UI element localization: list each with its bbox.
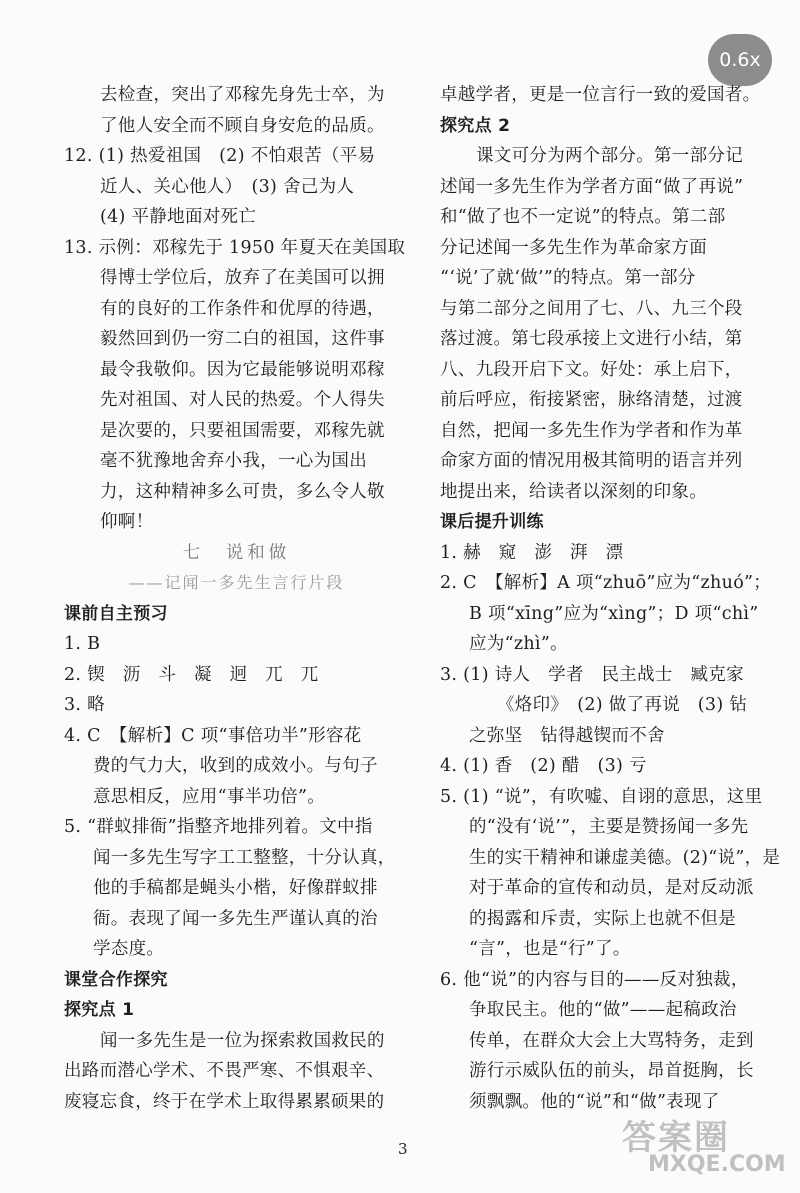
text-line: 闻一多先生是一位为探索救国救民的 xyxy=(100,1030,385,1051)
text-line: 应为“zhì”。 xyxy=(469,634,568,654)
text-line: 课文可分为两个部分。第一部分记 xyxy=(476,146,743,166)
text-line: 前后呼应，衔接紧密，脉络清楚，过渡 xyxy=(440,390,743,410)
text-line: 落过渡。第七段承接上文进行小结，第 xyxy=(440,329,743,349)
text-line: 卓越学者，更是一位言行一致的爱国者。 xyxy=(440,85,761,105)
text-line: 《烙印》 (2) 做了再说 (3) 钻 xyxy=(497,695,748,715)
text-line: 6. 他“说”的内容与目的——反对独裁， xyxy=(440,969,749,990)
text-line: 3. 略 xyxy=(64,695,105,715)
text-line: 费的气力大，收到的成效小。与句子 xyxy=(93,756,378,776)
text-line: 意思相反，应用“事半功倍”。 xyxy=(93,786,326,807)
text-line: 了他人安全而不顾自身安危的品质。 xyxy=(100,115,385,136)
text-line: 是次要的，只要祖国需要，邓稼先就 xyxy=(100,420,385,441)
section-heading: 课前自主预习 xyxy=(64,603,168,624)
text-line: 4. C 【解析】C 项“事倍功半”形容花 xyxy=(64,725,362,746)
page-number: 3 xyxy=(398,1140,408,1158)
text-line: 去检查，突出了邓稼先身先士卒，为 xyxy=(100,85,385,105)
text-line: 他的手稿都是蝇头小楷，好像群蚁排 xyxy=(93,878,378,898)
text-line: 八、九段开启下文。好处：承上启下， xyxy=(440,359,743,380)
text-line: 出路而潜心学术、不畏严寒、不惧艰辛、 xyxy=(64,1061,385,1081)
text-line: 传单，在群众大会上大骂特务，走到 xyxy=(469,1030,754,1051)
text-line: 力，这种精神多么可贵，多么令人敬 xyxy=(100,481,385,502)
text-line: 先对祖国、对人民的热爱。个人得失 xyxy=(100,390,385,410)
text-line: 仰啊！ xyxy=(100,512,154,532)
watermark-url: MXQE.COM xyxy=(648,1152,786,1177)
text-line: 最令我敬仰。因为它最能够说明邓稼 xyxy=(100,359,385,380)
section-heading: 课后提升训练 xyxy=(440,512,544,532)
text-line: 生的实干精神和谦虚美德。(2)“说”，是 xyxy=(469,847,781,868)
text-line: 近人、关心他人） (3) 舍己为人 xyxy=(100,176,355,197)
text-line: 3. (1) 诗人 学者 民主战士 臧克家 xyxy=(440,664,744,685)
section-heading: 课堂合作探究 xyxy=(64,969,168,990)
text-line: 4. (1) 香 (2) 醋 (3) 亏 xyxy=(440,756,647,776)
text-line: 得博士学位后，放弃了在美国可以拥 xyxy=(100,268,385,288)
section-heading: 探究点 1 xyxy=(64,1000,135,1020)
text-line: 闻一多先生写字工工整整，十分认真， xyxy=(93,847,396,868)
text-line: 5. (1) “说”，有吹嘘、自诩的意思，这里 xyxy=(440,786,763,807)
text-line: 须飘飘。他的“说”和“做”表现了 xyxy=(469,1091,720,1112)
text-line: 1. 赫 窥 澎 湃 漂 xyxy=(440,542,624,563)
zoom-level-badge[interactable]: 0.6x xyxy=(708,34,772,86)
text-line: 的揭露和斥责，实际上也就不但是 xyxy=(469,908,736,929)
text-line: 和“做了也不一定说”的特点。第二部 xyxy=(440,207,726,227)
text-line: 的“没有‘说’”，主要是赞扬闻一多先 xyxy=(469,817,749,837)
section-heading: 探究点 2 xyxy=(440,115,511,136)
text-line: 分记述闻一多先生作为革命家方面 xyxy=(440,237,707,258)
text-line: 1. B xyxy=(64,634,101,654)
text-line: 自然，把闻一多先生作为学者和作为革 xyxy=(440,420,743,441)
text-line: 与第二部分之间用了七、八、九三个段 xyxy=(440,298,743,319)
text-line: 七 说和做 xyxy=(182,542,291,563)
text-line: B 项“xīng”应为“xìng”；D 项“chì” xyxy=(469,603,759,624)
text-line: 2. C 【解析】A 项“zhuō”应为“zhuó”； xyxy=(440,573,772,593)
text-line: (4) 平静地面对死亡 xyxy=(100,207,257,227)
watermark-logo: 答案圈 xyxy=(622,1118,730,1158)
text-line: 命家方面的情况用极其简明的语言并列 xyxy=(440,451,743,471)
text-line: 衙。表现了闻一多先生严谨认真的治 xyxy=(93,908,378,929)
text-line: ——记闻一多先生言行片段 xyxy=(128,573,345,592)
text-line: 游行示威队伍的前头，昂首挺胸，长 xyxy=(469,1061,754,1081)
text-line: 述闻一多先生作为学者方面“做了再说” xyxy=(440,176,744,197)
right-column xyxy=(440,80,785,1117)
text-line: 12. (1) 热爱祖国 (2) 不怕艰苦（平易 xyxy=(64,146,376,166)
text-line: 废寝忘食，终于在学术上取得累累硕果的 xyxy=(64,1091,385,1112)
text-line: “言”，也是“行”了。 xyxy=(469,939,631,959)
text-line: 争取民主。他的“做”——起稿政治 xyxy=(469,1000,737,1020)
text-line: 学态度。 xyxy=(93,939,165,959)
text-line: 5. “群蚁排衙”指整齐地排列着。文中指 xyxy=(64,817,373,837)
text-line: 2. 锲 沥 斗 凝 迥 兀 兀 xyxy=(64,664,319,685)
text-line: 地提出来，给读者以深刻的印象。 xyxy=(440,481,707,502)
text-line: 对于革命的宣传和动员，是对反动派 xyxy=(469,878,754,898)
text-line: 有的良好的工作条件和优厚的待遇， xyxy=(100,298,385,319)
text-line: 毅然回到仍一穷二白的祖国，这件事 xyxy=(100,329,385,349)
left-column xyxy=(64,80,409,1117)
text-line: “‘说’了就‘做’”的特点。第一部分 xyxy=(440,268,696,288)
text-line: 之弥坚 钻得越锲而不舍 xyxy=(469,725,665,746)
text-line: 毫不犹豫地舍弃小我，一心为国出 xyxy=(100,451,367,471)
text-line: 13. 示例：邓稼先于 1950 年夏天在美国取 xyxy=(64,237,406,258)
